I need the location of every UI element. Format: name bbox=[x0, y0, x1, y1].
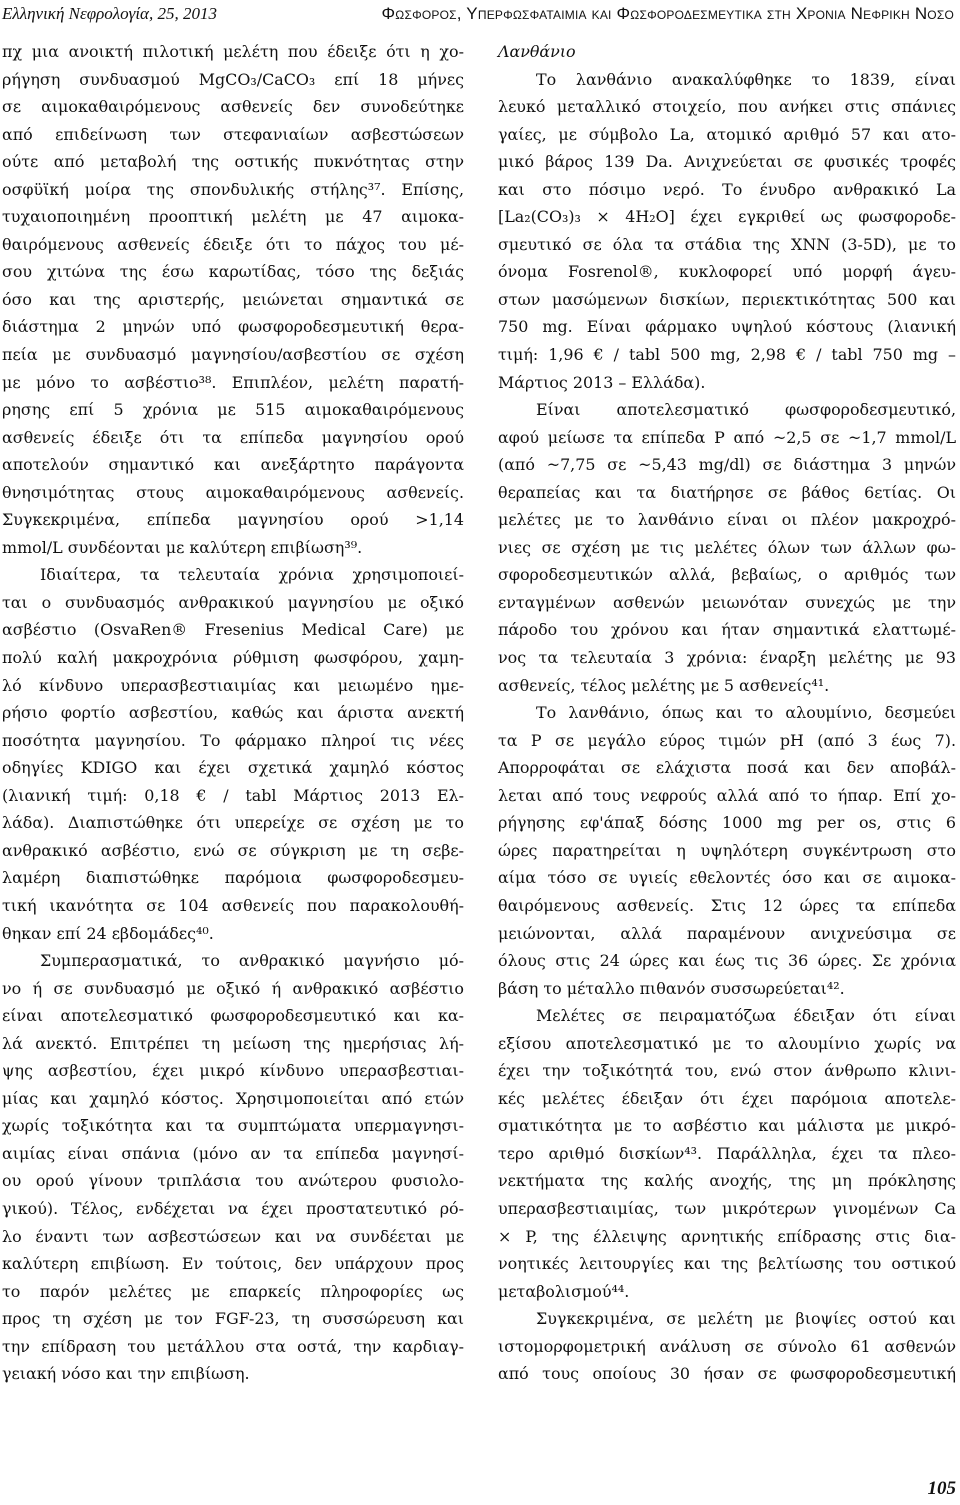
text-line: θνησιμότητας στους αιμοκαθαιρόμενους ασθενείς. bbox=[2, 482, 464, 502]
text-line: όλους στις 24 ώρες και έως τις 36 ώρες. Σε χρόνια bbox=[498, 951, 956, 971]
text-line: μεταβολισμού⁴⁴. bbox=[498, 1281, 630, 1301]
text-line: θαιρόμενους ασθενείς έδειξε ότι το πάχος του μέ- bbox=[2, 234, 464, 254]
text-line: σου χιτώνα της έσω καρωτίδας, τόσο της δεξιάς bbox=[2, 262, 464, 282]
text-line: ανθρακικό ασβέστιο, ενώ σε σύγκριση με τη σεβε- bbox=[2, 840, 464, 860]
text-line: έχει την τοξικότητά του, ενώ στον άνθρωπο κλινι- bbox=[498, 1061, 956, 1081]
text-line: Συγκεκριμένα, επίπεδα μαγνησίου ορού >1,14 bbox=[2, 510, 464, 530]
text-line: νοητικές λειτουργίες και της βελτίωσης του οστικού bbox=[498, 1254, 956, 1274]
text-line: ασβέστιο (OsvaRen® Fresenius Medical Care) με bbox=[2, 620, 464, 640]
text-line: Είναι αποτελεσματικό φωσφοροδεσμευτικό, bbox=[536, 400, 956, 420]
text-line: γειακή νόσο και την επιβίωση. bbox=[2, 1364, 250, 1384]
text-line: Το λανθάνιο, όπως και το αλουμίνιο, δεσμεύει bbox=[536, 703, 956, 723]
text-line: Μελέτες σε πειραματόζωα έδειξαν ότι είναι bbox=[536, 1006, 956, 1026]
text-line: σματικότητα με το ασβέστιο και μάλιστα με μικρό- bbox=[498, 1116, 956, 1136]
journal-citation: Ελληνική Νεφρολογία, 25, 2013 bbox=[2, 4, 217, 23]
text-line: λο έναντι των ασβεστώσεων και να συνδέεται με bbox=[2, 1226, 464, 1246]
text-line: σε αιμοκαθαιρόμενους ασθενείς δεν συνοδεύτηκε bbox=[2, 97, 464, 117]
text-line: πολύ καλή μακροχρόνια ρύθμιση φωσφόρου, χαμη- bbox=[2, 648, 464, 668]
text-line: χωρίς τοξικότητα και τα συμπτώματα υπερμαγνησι- bbox=[2, 1116, 464, 1136]
text-line: πχ μια ανοικτή πιλοτική μελέτη που έδειξε ότι η χο- bbox=[2, 42, 464, 61]
text-line: λάδα). Διαπιστώθηκε ότι υπερείχε σε σχέση με το bbox=[2, 813, 464, 833]
text-line: νιες σε σχέση με τις μελέτες όλων των άλλων φω- bbox=[498, 537, 956, 557]
text-line: mmol/L συνδέονται με καλύτερη επιβίωση³⁹. bbox=[2, 537, 363, 557]
text-line: ώρες παρατηρείται η υψηλότερη συγκέντρωση στο bbox=[498, 840, 956, 860]
text-line: όνομα Fosrenol®, κυκλοφορεί υπό μορφή άγευ- bbox=[498, 262, 956, 282]
text-line: ποσότητα μαγνησίου. Το φάρμακο πληροί τις νέες bbox=[2, 730, 464, 750]
text-line: Μάρτιος 2013 – Ελλάδα). bbox=[498, 372, 706, 392]
text-line: Συγκεκριμένα, σε μελέτη με βιοψίες οστού και bbox=[536, 1309, 956, 1329]
text-line: (λιανική τιμή: 0,18 € / tabl Μάρτιος 2013 Ελ- bbox=[2, 785, 464, 805]
text-line: κές μελέτες έδειξαν ότι έχει παρόμοια αποτελε- bbox=[498, 1088, 956, 1108]
text-line: υπερασβεστιαιμίας, των μικρότερων γινομένων Ca bbox=[498, 1198, 956, 1218]
text-line: Απορροφάται σε ελάχιστα ποσά και δεν αποβάλ- bbox=[498, 758, 956, 778]
text-line: τυχαιοποιημένη προοπτική μελέτη με 47 αιμοκα- bbox=[2, 207, 464, 227]
text-line: βάση το μέταλλο πιθανόν συσσωρεύεται⁴². bbox=[498, 978, 845, 998]
text-line: γικού). Τέλος, ενδέχεται να έχει προστατευτικό ρό- bbox=[2, 1198, 464, 1218]
text-line: (από ~7,75 σε ~5,43 mg/dl) σε διάστημα 3 μηνών bbox=[498, 455, 956, 475]
text-line: οσφϋϊκή μοίρα της σπονδυλικής στήλης³⁷. Επίσης, bbox=[2, 179, 464, 199]
text-line: είναι αποτελεσματικό φωσφοροδεσμευτικό και κα- bbox=[2, 1006, 464, 1026]
text-line: λεται από τους νεφρούς αλλά από το ήπαρ. Επί χο- bbox=[498, 785, 956, 805]
text-line: στων μασώμενων δισκίων, περιεκτικότητας 500 και bbox=[498, 289, 956, 309]
text-line: θηκαν επί 24 εβδομάδες⁴⁰. bbox=[2, 923, 214, 943]
text-line: λό κίνδυνο υπερασβεστιαιμίας και μειωμένο ημε- bbox=[2, 675, 464, 695]
left-column bbox=[2, 38, 464, 1388]
text-line: θεραπείας και τα διατήρησε σε βάθος 6ετίας. Οι bbox=[498, 482, 956, 502]
text-line: ρησης επί 5 χρόνια με 515 αιμοκαθαιρόμενους bbox=[2, 400, 464, 420]
text-line: την επίδραση του μετάλλου στα οστά, την καρδιαγ- bbox=[2, 1336, 464, 1356]
text-line: Συμπερασματικά, το ανθρακικό μαγνήσιο μό- bbox=[40, 951, 464, 971]
text-line: λά ανεκτό. Επιτρέπει τη μείωση της ημερήσιας λή- bbox=[2, 1033, 464, 1053]
text-line: 750 mg. Είναι φάρμακο υψηλού κόστους (λιανική bbox=[498, 317, 956, 337]
text-line: λευκό μεταλλικό στοιχείο, που ανήκει στις σπάνιες bbox=[498, 97, 956, 117]
text-line: ασθενείς, τέλος μελέτης με 5 ασθενείς⁴¹. bbox=[498, 675, 830, 695]
text-line: Το λανθάνιο ανακαλύφθηκε το 1839, είναι bbox=[536, 69, 956, 89]
text-line: οδηγίες KDIGO και έχει σχετικά χαμηλό κόστος bbox=[2, 758, 464, 778]
text-line: γαίες, με σύμβολο La, ατομικό αριθμό 57 και ατο- bbox=[498, 124, 956, 144]
text-line: νο ή σε συνδυασμό με οξικό ή ανθρακικό ασβέστιο bbox=[2, 978, 464, 998]
text-line: ρήγησης εφ'άπαξ δόσης 1000 mg per os, στις 6 bbox=[498, 813, 956, 833]
text-line: πεία με συνδυασμό μαγνησίου/ασβεστίου σε σχέση bbox=[2, 345, 464, 365]
text-line: το παρόν μελέτες με επαρκείς πληροφορίες ως bbox=[2, 1281, 464, 1301]
text-line: αιμίας είναι σπάνια (μόνο αν τα επίπεδα μαγνησί- bbox=[2, 1143, 464, 1163]
text-line: εξίσου αποτελεσματικό με το αλουμίνιο χωρίς να bbox=[498, 1033, 956, 1053]
text-line: μίας και χαμηλό κόστος. Χρησιμοποιείται από ετών bbox=[2, 1088, 464, 1108]
text-line: σμευτικό σε όλα τα στάδια της ΧΝΝ (3-5D), με το bbox=[498, 234, 956, 254]
text-line: θαιρόμενους ασθενείς. Στις 12 ώρες τα επίπεδα bbox=[498, 895, 956, 915]
text-line: τική ικανότητα σε 104 ασθενείς που παρακολουθή- bbox=[2, 895, 464, 915]
text-line: αποτελούν σημαντικό και ανεξάρτητο παράγοντα bbox=[2, 455, 464, 475]
text-line: ου ορού γίνουν τριπλάσια του ανώτερου φυσιολο- bbox=[2, 1171, 464, 1191]
text-line: πάροδο του χρόνου και ήταν σημαντικά ελαττωμέ- bbox=[498, 620, 956, 640]
text-line: [La₂(CO₃)₃ × 4H₂O] έχει εγκριθεί ως φωσφοροδε- bbox=[498, 207, 956, 227]
text-line: καλύτερη επιβίωση. Εν τούτοις, δεν υπάρχουν προς bbox=[2, 1254, 464, 1274]
text-line: όσο και της αριστερής, μειώνεται σημαντικά σε bbox=[2, 289, 464, 309]
text-line: λαμέρη διαπιστώθηκε παρόμοια φωσφοροδεσμευ- bbox=[2, 868, 464, 888]
text-line: μικό βάρος 139 Da. Ανιχνεύεται σε φυσικές τροφές bbox=[498, 152, 956, 172]
text-line: μειώνονται, αλλά παραμένουν ανιχνεύσιμα σε bbox=[498, 923, 956, 943]
text-line: με μόνο το ασβέστιο³⁸. Επιπλέον, μελέτη παρατή- bbox=[2, 372, 464, 392]
text-line: × P, της έλλειψης αρνητικής επίδρασης στις δια- bbox=[498, 1226, 956, 1246]
text-line: ρήγηση συνδυασμού MgCO₃/CaCO₃ επί 18 μήνες bbox=[2, 69, 464, 89]
text-line: Ιδιαίτερα, τα τελευταία χρόνια χρησιμοποιεί- bbox=[40, 565, 464, 585]
text-line: ασθενείς έδειξε ότι τα επίπεδα μαγνησίου ορού bbox=[2, 427, 464, 447]
text-line: νεκτήματα της καλής ανοχής, της μη πρόκλησης bbox=[498, 1171, 956, 1191]
text-line: ούτε από μεταβολή της οστικής πυκνότητας στην bbox=[2, 152, 464, 172]
text-line: διάστημα 2 μηνών υπό φωσφοροδεσμευτική θερα- bbox=[2, 317, 464, 337]
text-line: Λανθάνιο bbox=[498, 42, 576, 61]
page-header bbox=[0, 0, 960, 38]
text-line: τιμή: 1,96 € / tabl 500 mg, 2,98 € / tabl 750 mg – bbox=[498, 345, 956, 365]
text-line: ενταγμένων ασθενών μειωνόταν συνεχώς με την bbox=[498, 592, 956, 612]
text-line: ρήσιο φορτίο ασβεστίου, καθώς και άριστα ανεκτή bbox=[2, 703, 464, 723]
text-line: τα P σε μεγάλο εύρος τιμών pH (από 3 έως 7). bbox=[498, 730, 956, 750]
page-number: 105 bbox=[927, 1478, 956, 1499]
text-line: αφού μείωσε τα επίπεδα P από ~2,5 σε ~1,7 mmol/L bbox=[498, 427, 956, 447]
text-line: από τους οποίους 30 ήσαν σε φωσφοροδεσμευτική bbox=[498, 1364, 956, 1384]
text-line: μελέτες με το λανθάνιο είναι οι πλέον μακροχρό- bbox=[498, 510, 956, 530]
text-line: ται ο συνδυασμός ανθρακικού μαγνησίου με οξικό bbox=[2, 592, 464, 612]
text-line: νος τα τελευταία 3 χρόνια: έναρξη μελέτης με 93 bbox=[498, 648, 956, 668]
text-line: και στο πόσιμο νερό. Το ένυδρο ανθρακικό La bbox=[498, 179, 956, 199]
text-line: αίμα τόσο σε υγιείς εθελοντές όσο και σε αιμοκα- bbox=[498, 868, 956, 888]
text-line: ιστομορφομετρική ανάλυση σε σύνολο 61 ασθενών bbox=[498, 1336, 956, 1356]
text-line: σφοροδεσμευτικών αλλά, βεβαίως, ο αριθμός των bbox=[498, 565, 956, 585]
running-title: Φωσφορος, Υπερφωσφαταιμια και Φωσφοροδεσμευτικα στη Χρονια Νεφρικη Νοσο bbox=[381, 4, 954, 23]
text-line: τερο αριθμό δισκίων⁴³. Παράλληλα, έχει τα πλεο- bbox=[498, 1143, 956, 1163]
text-line: από επιδείνωση των στεφανιαίων ασβεστώσεων bbox=[2, 124, 464, 144]
text-line: προς τη σχέση με τον FGF-23, τη συσσώρευση και bbox=[2, 1309, 464, 1329]
right-column bbox=[498, 38, 956, 1388]
text-line: ψης ασβεστίου, έχει μικρό κίνδυνο υπερασβεστιαι- bbox=[2, 1061, 464, 1081]
